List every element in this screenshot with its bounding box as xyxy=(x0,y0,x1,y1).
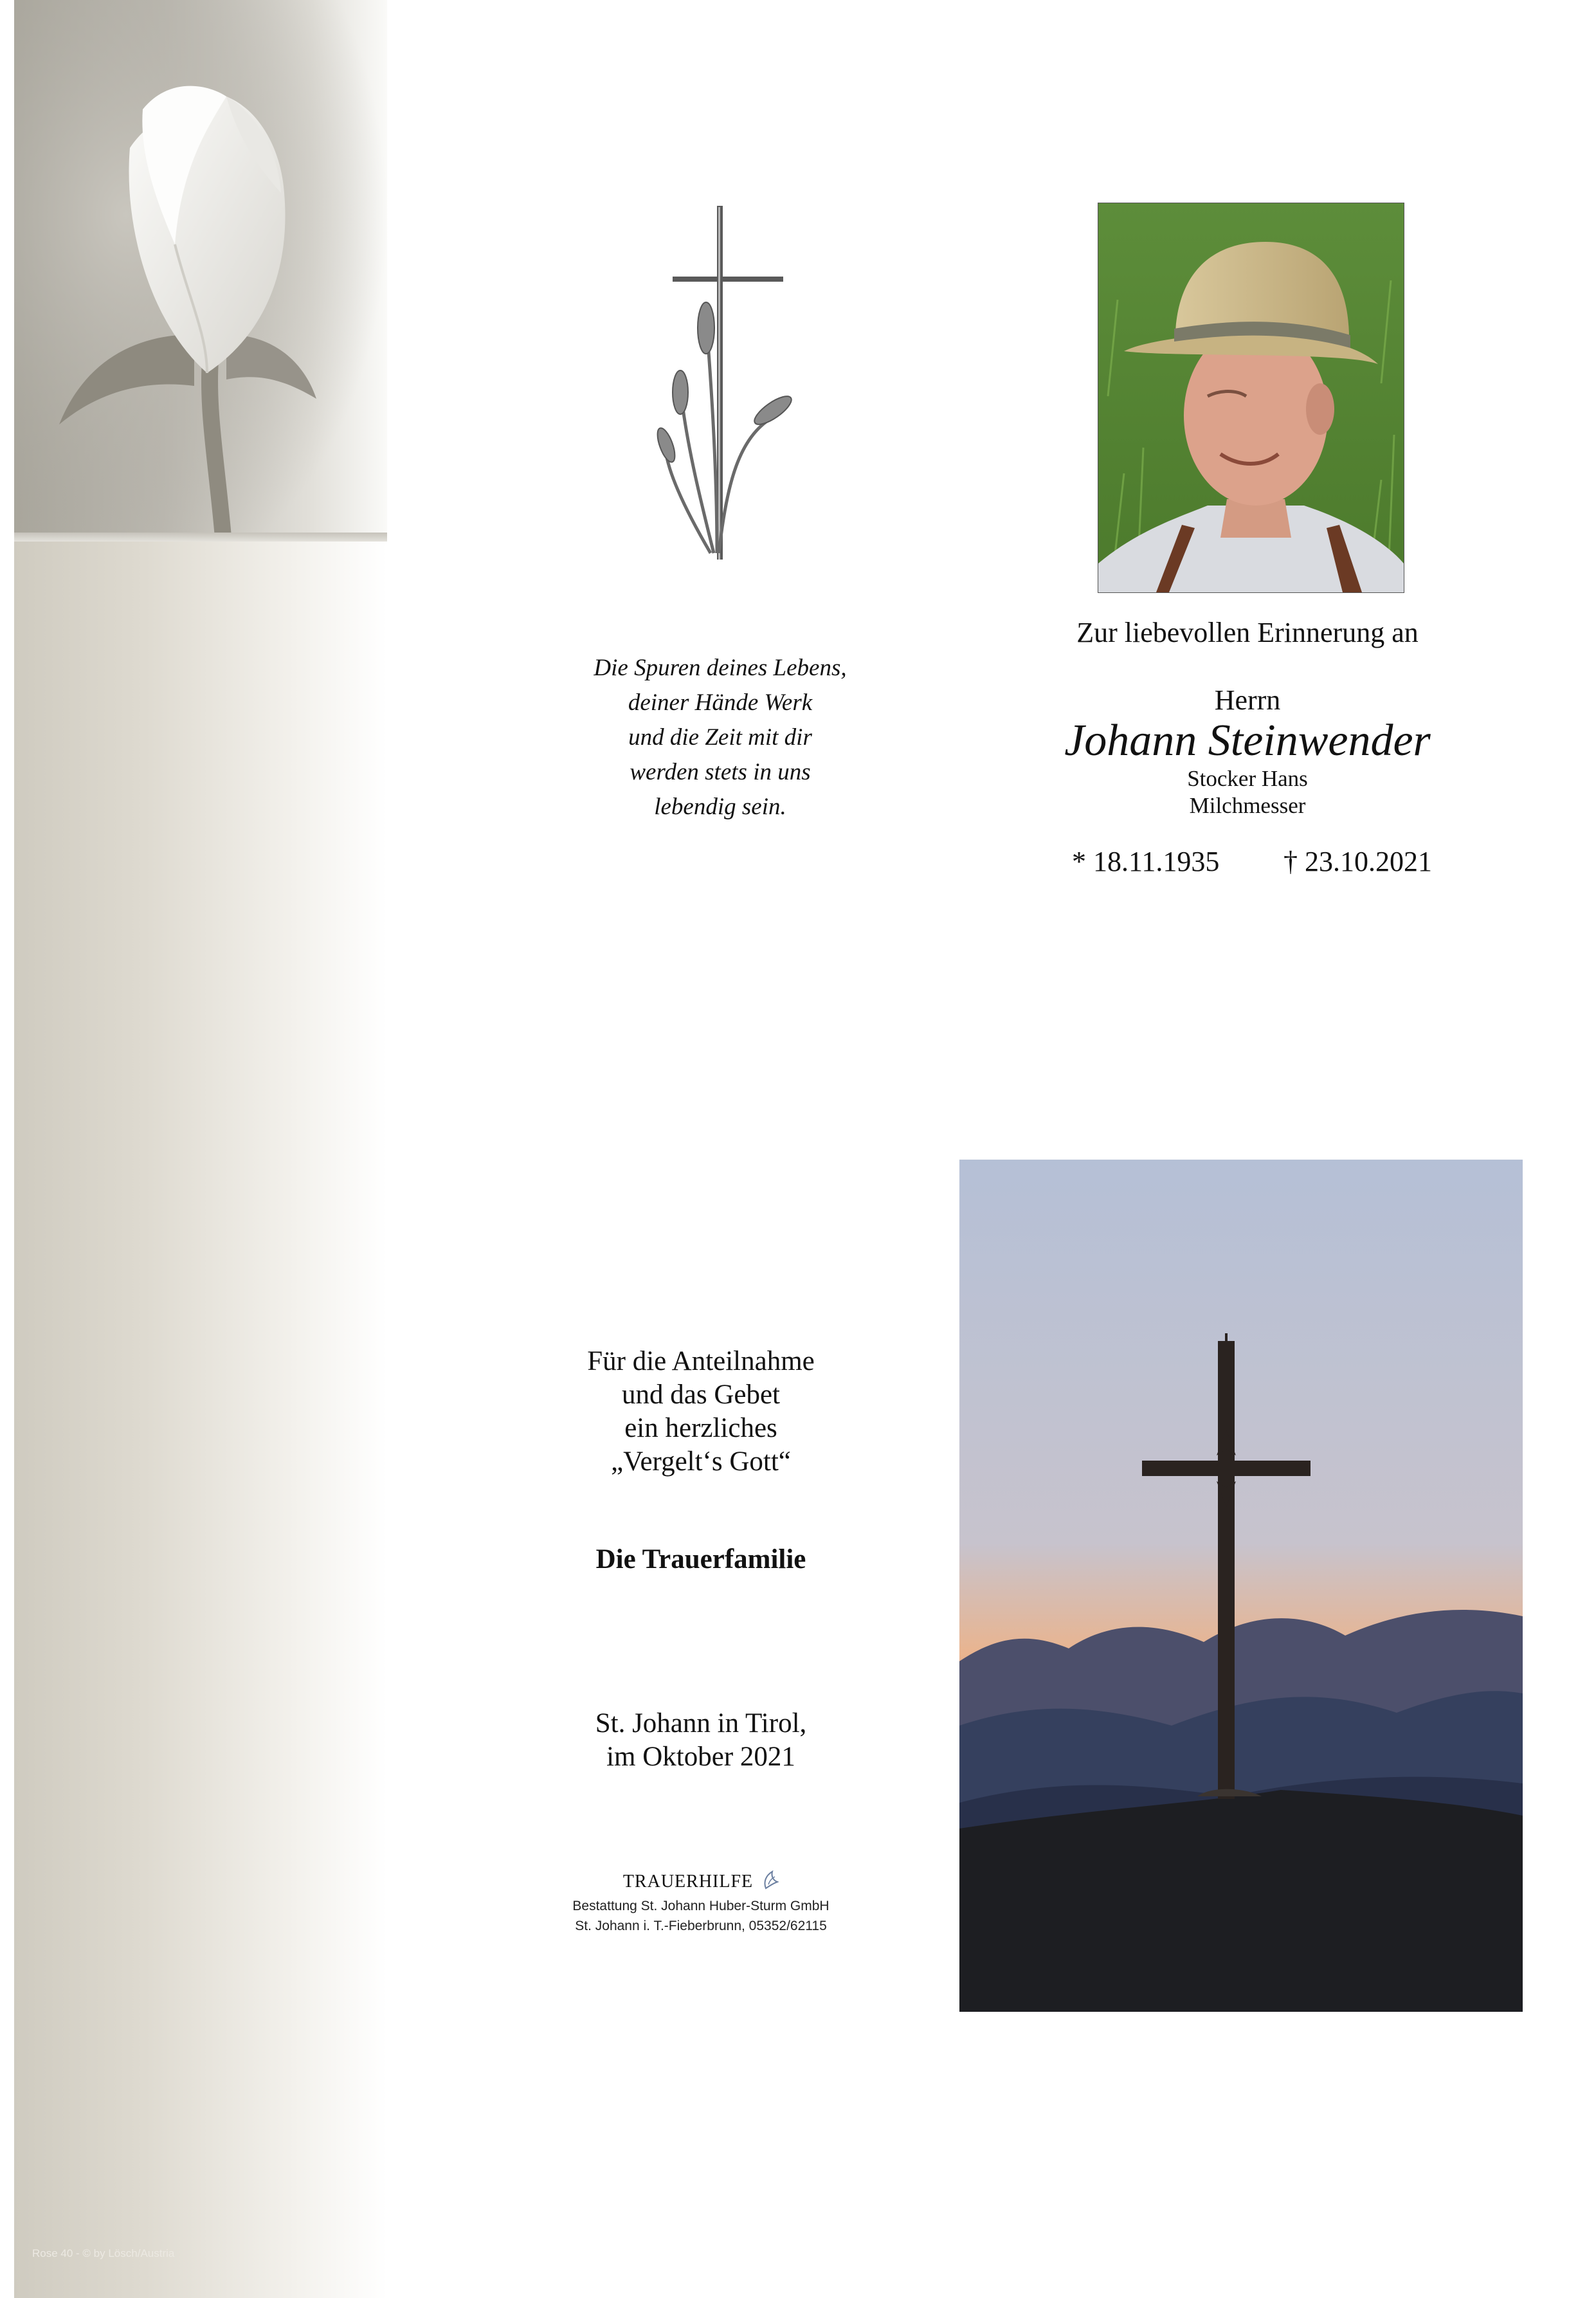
undertaker-contact: St. Johann i. T.-Fieberbrunn, 05352/62115 xyxy=(575,1919,827,1933)
brand-label: TRAUERHILFE xyxy=(622,1872,754,1892)
birth-date: * 18.11.1935 xyxy=(1072,846,1220,877)
undertaker-info xyxy=(540,1869,862,1936)
thanks-line: ein herzliches xyxy=(624,1413,777,1443)
nickname-line: Milchmesser xyxy=(1189,793,1306,818)
nickname-line: Stocker Hans xyxy=(1187,766,1308,791)
undertaker-company: Bestattung St. Johann Huber-Sturm GmbH xyxy=(572,1899,830,1913)
quote-line: werden stets in uns xyxy=(630,759,811,785)
summit-cross-photo xyxy=(959,1160,1523,2012)
portrait-photo xyxy=(1098,203,1404,593)
quote-line: deiner Hände Werk xyxy=(628,689,813,716)
death-date: † 23.10.2021 xyxy=(1283,846,1432,877)
quote-line: lebendig sein. xyxy=(654,794,786,820)
thanks-line: und das Gebet xyxy=(622,1380,780,1410)
family-signature: Die Trauerfamilie xyxy=(595,1544,806,1574)
quote-line: Die Spuren deines Lebens, xyxy=(594,655,847,681)
undertaker-brand xyxy=(540,1869,862,1896)
rose-shelf xyxy=(14,533,387,542)
place-line: St. Johann in Tirol, xyxy=(595,1708,807,1738)
thanks-line: „Vergelt‘s Gott“ xyxy=(611,1446,791,1477)
nickname-block xyxy=(1003,765,1492,819)
deceased-name: Johann Steinwender xyxy=(1064,716,1431,765)
cross-with-wheat-icon xyxy=(643,206,797,569)
thanks-message xyxy=(514,1345,887,1479)
dove-icon xyxy=(762,1869,779,1896)
memorial-intro: Zur liebevollen Erinnerung an xyxy=(1076,617,1419,648)
place-and-date xyxy=(514,1707,887,1774)
rose-image xyxy=(14,0,387,537)
quote-line: und die Zeit mit dir xyxy=(628,724,812,751)
design-credit: Rose 40 - © by Lösch/Austria xyxy=(32,2247,175,2259)
life-dates xyxy=(1072,845,1432,878)
thanks-line: Für die Anteilnahme xyxy=(587,1346,815,1376)
salutation: Herrn xyxy=(1214,684,1281,716)
place-line: im Oktober 2021 xyxy=(606,1742,795,1772)
memorial-quote xyxy=(527,651,913,825)
